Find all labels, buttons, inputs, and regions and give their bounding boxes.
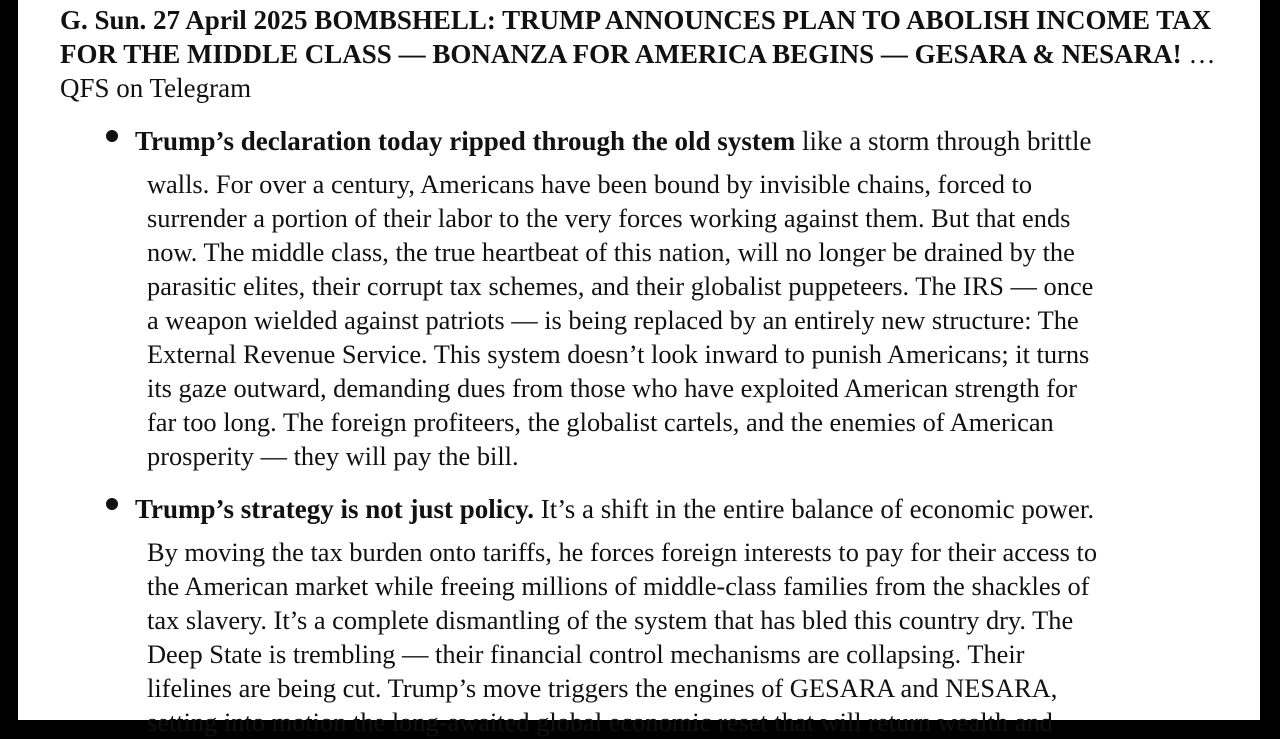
bullet-lead-bold: Trump’s declaration today ripped through the old system <box>135 126 796 156</box>
body-line: lifelines are being cut. Trump’s move triggers the engines of GESARA and NESARA, <box>147 673 1058 703</box>
body-line: Deep State is trembling — their financial control mechanisms are collapsing. Their <box>147 639 1025 669</box>
bullet-dot-icon <box>106 498 118 510</box>
bullet-lead-bold: Trump’s strategy is not just policy. <box>135 494 535 524</box>
bullet-lead-rest: like a storm through brittle <box>795 126 1092 156</box>
body-line: a weapon wielded against patriots — is being replaced by an entirely new structure: The <box>147 305 1079 335</box>
body-line: its gaze outward, demanding dues from those who have exploited American strength for <box>147 373 1078 403</box>
bullet-dot-icon <box>106 130 118 142</box>
headline-source-text: …QFS on Telegram <box>60 39 1216 103</box>
body-line: walls. For over a century, Americans have been bound by invisible chains, forced to <box>147 169 1033 199</box>
bullet-lead-line <box>135 124 1092 158</box>
body-line: far too long. The foreign profiteers, the globalist cartels, and the enemies of American <box>147 407 1054 437</box>
bullet-lead-line <box>135 492 1094 526</box>
body-line: surrender a portion of their labor to the very forces working against them. But that ends <box>147 203 1071 233</box>
body-line: the American market while freeing millions of middle-class families from the shackles of <box>147 571 1090 601</box>
body-line: setting into motion the long-awaited global economic reset that will return wealth and <box>147 707 1053 737</box>
bullet-lead-rest: It’s a shift in the entire balance of economic power. <box>534 494 1095 524</box>
document-page <box>18 0 1260 737</box>
body-line: prosperity — they will pay the bill. <box>147 441 519 471</box>
body-line: tax slavery. It’s a complete dismantling of the system that has bled this country dry. The <box>147 605 1074 635</box>
body-line: External Revenue Service. This system doesn’t look inward to punish Americans; it turns <box>147 339 1090 369</box>
body-line: By moving the tax burden onto tariffs, he forces foreign interests to pay for their access to <box>147 537 1098 567</box>
headline-bold-text: G. Sun. 27 April 2025 BOMBSHELL: TRUMP ANNOUNCES PLAN TO ABOLISH INCOME TAX FOR THE MIDDLE CLASS — BONANZA FOR AMERICA BEGINS — GESARA & NESARA! <box>60 5 1212 69</box>
body-line: parasitic elites, their corrupt tax schemes, and their globalist puppeteers. The IRS — once <box>147 271 1094 301</box>
body-line: now. The middle class, the true heartbeat of this nation, will no longer be drained by the <box>147 237 1075 267</box>
article-headline <box>60 3 1240 105</box>
